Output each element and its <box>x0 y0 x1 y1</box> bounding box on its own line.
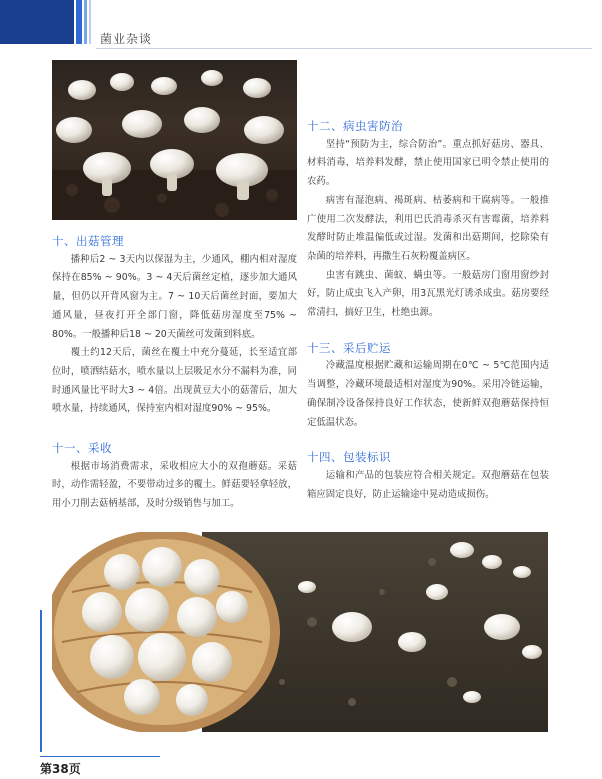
page-number: 第38页 <box>40 762 81 776</box>
header-corner-block <box>0 0 74 44</box>
paragraph: 冷藏温度根据贮藏和运输周期在0℃ ~ 5℃范围内适当调整，冷藏环境最适相对湿度为90%。采用冷链运输，确保制冷设备保持良好工作状态，使新鲜双孢蘑菇保持恒定低温状态。 <box>307 360 549 428</box>
mushroom-basket-image <box>52 532 548 732</box>
paragraph: 播种后2 ~ 3天内以保湿为主，少通风，棚内相对湿度保持在85% ~ 90%。3 ~ 4天后菌丝定植，逐步加大通风量，但仍以开背风窗为主。7 ~ 10天后菌丝封面，要加大通风量，昼夜打开全部门窗，降低菇房湿度至75% ~ 80%。一般播种后18 ~ 20天菌丝可发菌到料底。 <box>52 253 297 340</box>
header-rule <box>96 48 592 49</box>
right-column <box>307 66 549 504</box>
section-title-13: 十三、采后贮运 <box>307 340 391 355</box>
section-title-11: 十一、采收 <box>52 441 112 456</box>
header-stripe <box>84 0 87 44</box>
header-title: 菌业杂谈 <box>100 32 153 46</box>
paragraph: 根据市场消费需求，采收相应大小的双孢蘑菇。采菇时，动作需轻盈，不要带动过多的覆土。鲜菇要轻拿轻放，用小刀削去菇柄基部，及时分级销售与加工。 <box>52 460 297 510</box>
mushrooms-growing-image <box>52 60 297 220</box>
section-title-12: 十二、病虫害防治 <box>307 119 403 133</box>
mushroom-photo-bottom <box>52 532 548 732</box>
paragraph: 运输和产品的包装应符合相关规定。双孢蘑菇在包装箱应固定良好，防止运输途中晃动造成损伤。 <box>307 469 549 500</box>
paragraph: 坚持“预防为主，综合防治”。重点抓好菇房、器具、材料消毒，培养料发酵，禁止使用国家已明令禁止使用的农药。 <box>307 138 549 188</box>
mushroom-photo-top <box>52 60 297 220</box>
paragraph: 病害有湿泡病、褐斑病、枯萎病和干腐病等。一般推广使用二次发酵法，利用巴氏消毒杀灭有害霉菌，培养料发酵时防止堆温偏低或过湿。发菌和出菇期间，挖除染有杂菌的培养料，再撒生石灰粉覆盖病区。 <box>307 194 549 262</box>
header-stripe <box>76 0 82 44</box>
header-stripe <box>89 0 91 44</box>
footer-rule <box>40 756 160 757</box>
paragraph: 覆土约12天后，菌丝在覆土中充分蔓延，长至适宜部位时，喷洒结菇水，喷水量以上层吸足水分不漏料为准，同时通风量比平时大3 ~ 4倍。出现黄豆大小的菇蕾后，加大喷水量，持续通风，保持室内相对湿度90% ~ 95%。 <box>52 347 297 415</box>
left-column <box>52 232 297 514</box>
section-title-10: 十、出菇管理 <box>52 234 124 248</box>
section-title-14: 十四、包装标识 <box>307 450 391 465</box>
paragraph: 虫害有跳虫、菌蚊、螨虫等。一般菇房门窗用窗纱封好，防止成虫飞入产卵，用3瓦黑光灯诱杀成虫。菇房要经常清扫，搞好卫生，杜绝虫源。 <box>307 269 549 319</box>
left-accent-rule <box>40 610 42 752</box>
continued-text-spacer <box>307 66 549 103</box>
